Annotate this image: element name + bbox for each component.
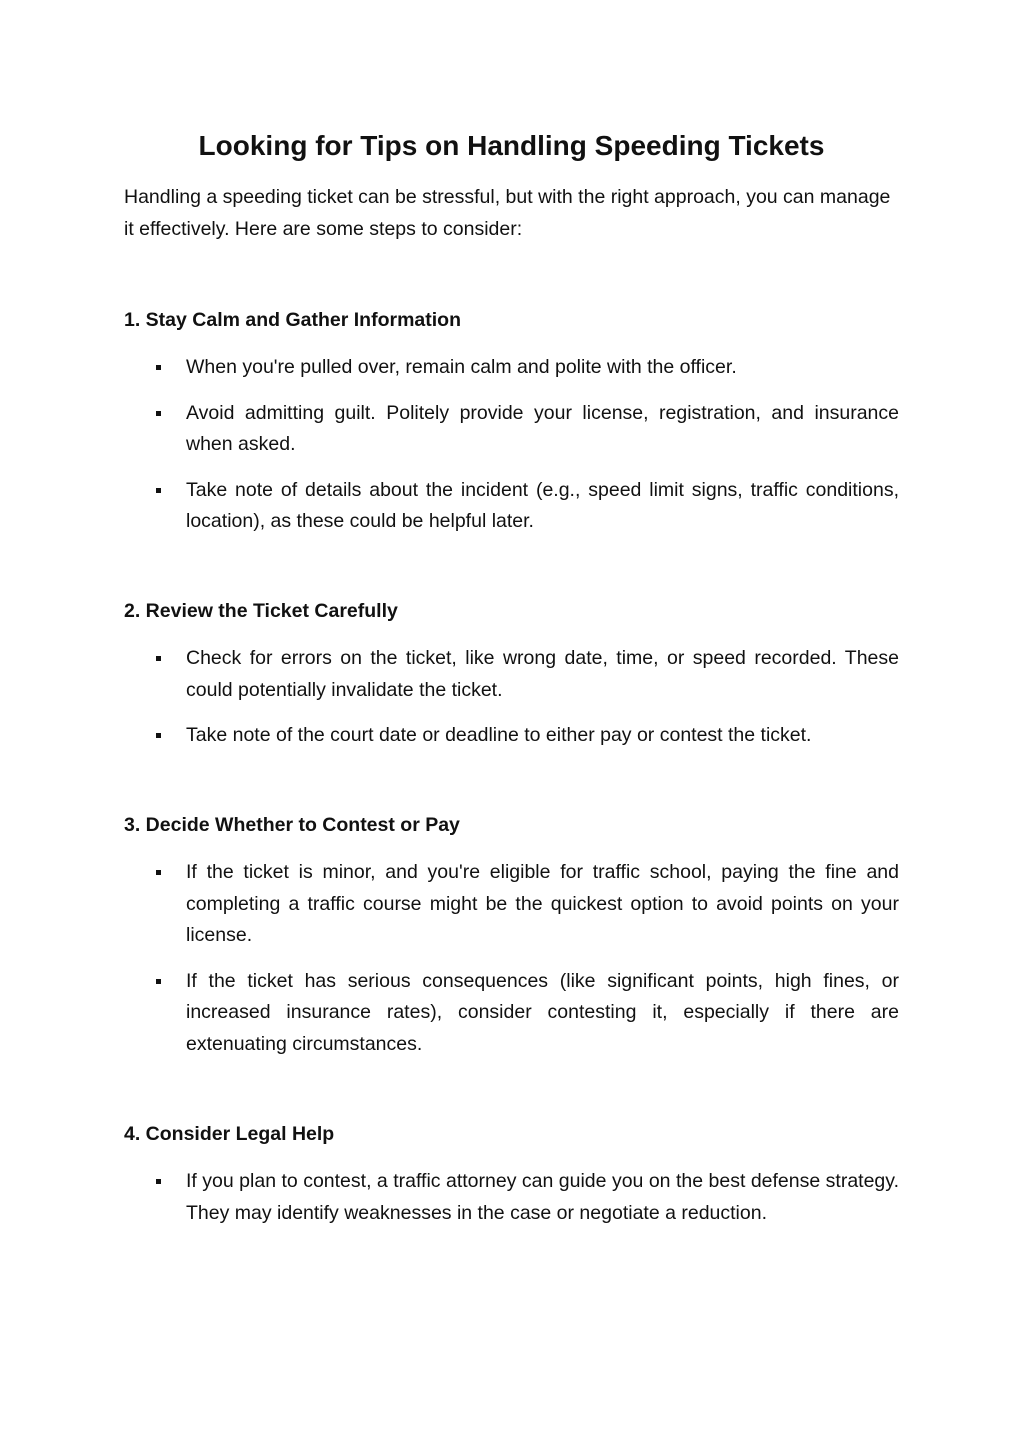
square-bullet-icon xyxy=(156,488,161,493)
section-heading: 3. Decide Whether to Contest or Pay xyxy=(124,814,460,836)
list-item-text: When you're pulled over, remain calm and polite with the officer. xyxy=(186,356,737,378)
list-item xyxy=(124,857,899,952)
bullet-list xyxy=(124,1166,899,1229)
section-heading: 2. Review the Ticket Carefully xyxy=(124,600,398,622)
square-bullet-icon xyxy=(156,733,161,738)
bullet-list xyxy=(124,643,899,752)
list-item xyxy=(124,1166,899,1229)
square-bullet-icon xyxy=(156,656,161,661)
page-title: Looking for Tips on Handling Speeding Tickets xyxy=(198,130,825,161)
bullet-list xyxy=(124,352,899,538)
list-item xyxy=(124,643,899,706)
intro-paragraph: Handling a speeding ticket can be stressful, but with the right approach, you can manage it effectively. Here are some steps to consider: xyxy=(124,186,891,240)
section-stay-calm xyxy=(124,306,899,552)
list-item xyxy=(124,398,899,461)
list-item-text: If the ticket has serious consequences (like significant points, high fines, or increased insurance rates), consider contesting it, especially if there are extenuating circumstances. xyxy=(186,969,899,1055)
bullet-list xyxy=(124,857,899,1060)
section-legal-help xyxy=(124,1120,899,1243)
square-bullet-icon xyxy=(156,1179,161,1184)
list-item-text: If the ticket is minor, and you're eligible for traffic school, paying the fine and completing a traffic course might be the quickest option to avoid points on your license. xyxy=(186,861,899,946)
section-contest-or-pay xyxy=(124,811,899,1074)
list-item xyxy=(124,966,899,1061)
section-heading: 1. Stay Calm and Gather Information xyxy=(124,309,461,331)
list-item xyxy=(124,352,899,384)
list-item-text: Avoid admitting guilt. Politely provide your license, registration, and insurance when asked. xyxy=(186,401,899,455)
section-heading: 4. Consider Legal Help xyxy=(124,1123,335,1145)
section-review-ticket xyxy=(124,597,899,766)
square-bullet-icon xyxy=(156,979,161,984)
square-bullet-icon xyxy=(156,365,161,370)
list-item-text: Check for errors on the ticket, like wrong date, time, or speed recorded. These could potentially invalidate the ticket. xyxy=(186,647,899,701)
list-item-text: If you plan to contest, a traffic attorney can guide you on the best defense strategy. They may identify weaknesses in the case or negotiate a reduction. xyxy=(186,1170,899,1224)
list-item xyxy=(124,475,899,538)
list-item-text: Take note of the court date or deadline to either pay or contest the ticket. xyxy=(186,724,812,746)
square-bullet-icon xyxy=(156,870,161,875)
list-item xyxy=(124,720,899,752)
list-item-text: Take note of details about the incident (e.g., speed limit signs, traffic conditions, location), as these could be helpful later. xyxy=(186,478,899,532)
square-bullet-icon xyxy=(156,411,161,416)
